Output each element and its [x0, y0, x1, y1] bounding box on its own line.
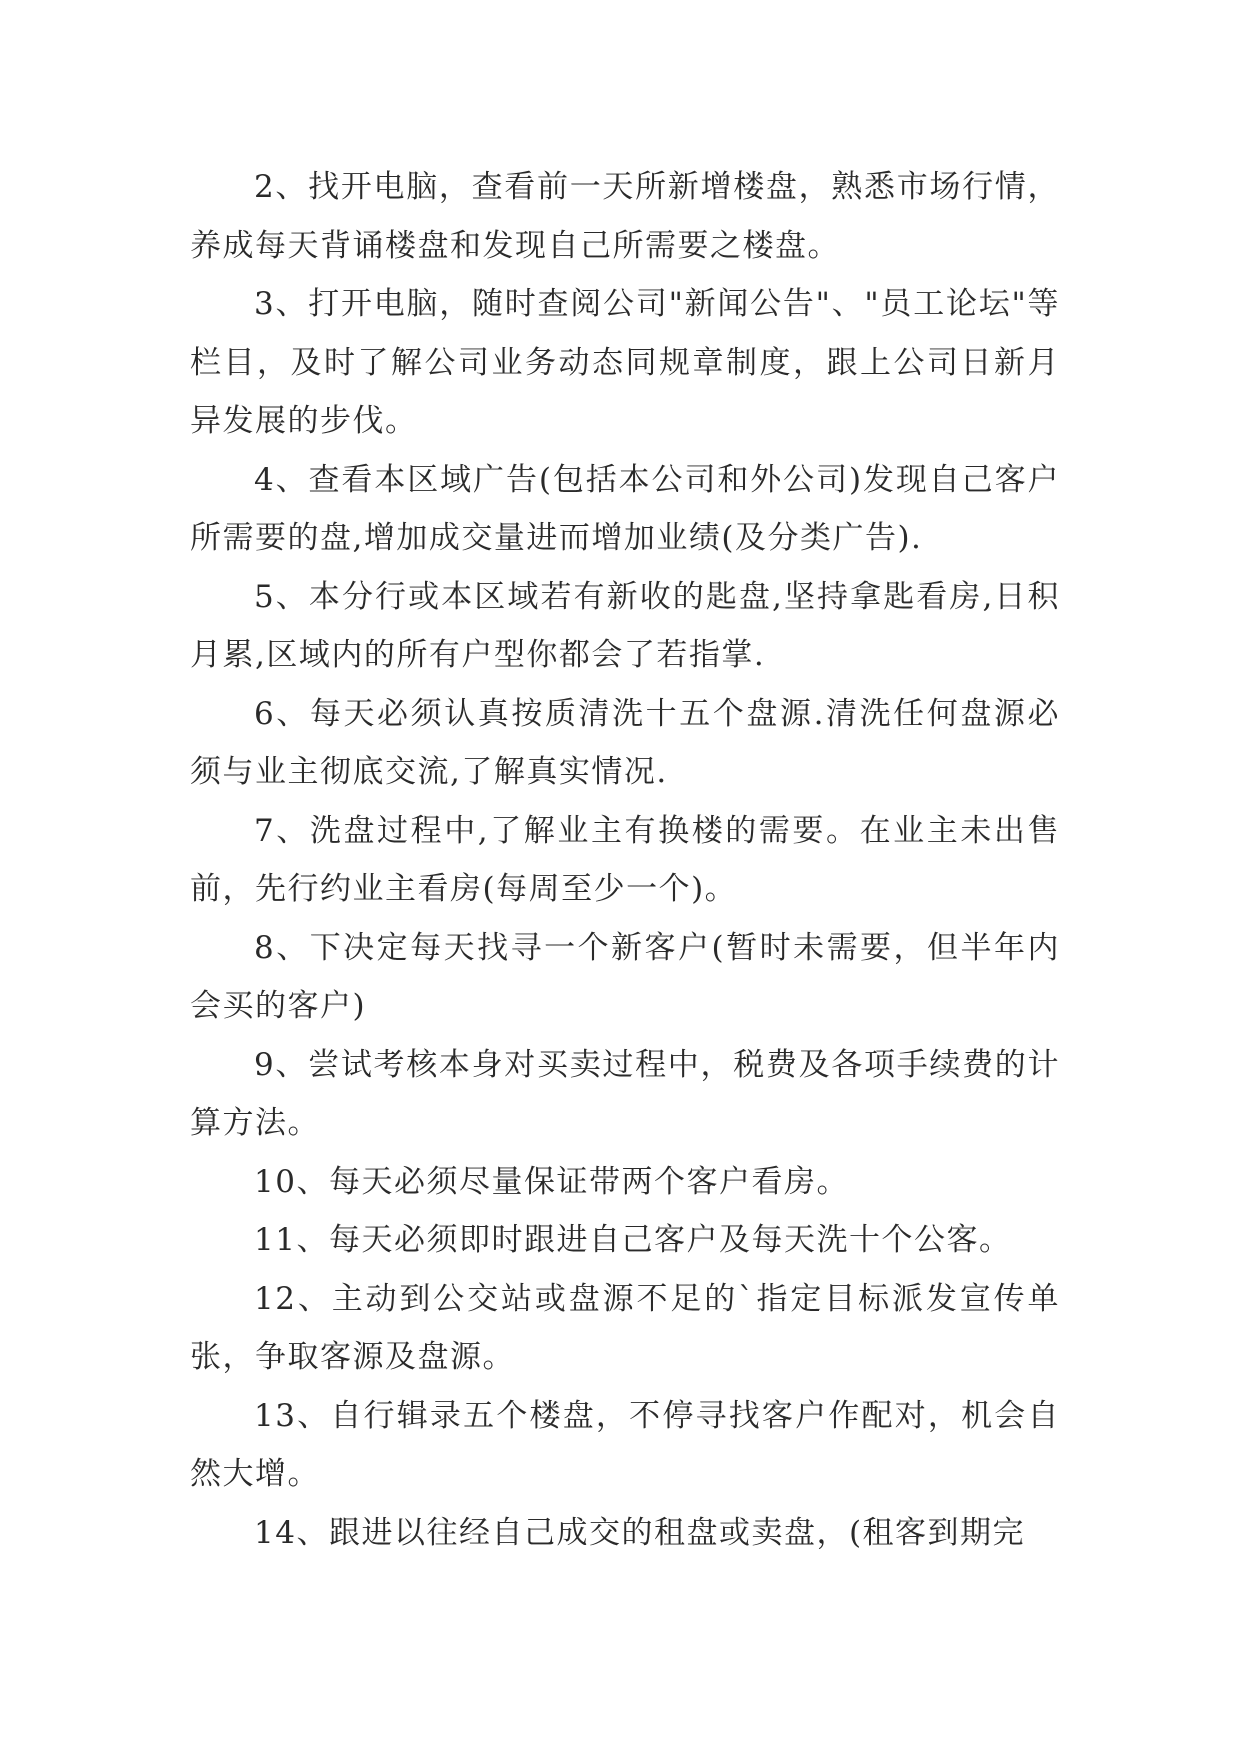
paragraph-item-11: 11、每天必须即时跟进自己客户及每天洗十个公客。 — [254, 1222, 1012, 1258]
paragraph-item-5: 5、本分行或本区域若有新收的匙盘,坚持拿匙看房,日积月累,区域内的所有户型你都会了若指掌. — [190, 578, 1060, 673]
paragraph-item-3: 3、打开电脑，随时查阅公司"新闻公告"、"员工论坛"等栏目，及时了解公司业务动态同规章制度，跟上公司日新月异发展的步伐。 — [190, 286, 1060, 439]
paragraph-item-10: 10、每天必须尽量保证带两个客户看房。 — [254, 1163, 849, 1200]
paragraph-item-12: 12、主动到公交站或盘源不足的`指定目标派发宣传单张，争取客源及盘源。 — [190, 1280, 1060, 1375]
paragraph-item-2: 2、找开电脑，查看前一天所新增楼盘，熟悉市场行情，养成每天背诵楼盘和发现自己所需要之楼盘。 — [190, 169, 1060, 264]
paragraph-item-13: 13、自行辑录五个楼盘，不停寻找客户作配对，机会自然大增。 — [190, 1397, 1060, 1492]
paragraph-item-6: 6、每天必须认真按质清洗十五个盘源.清洗任何盘源必须与业主彻底交流,了解真实情况. — [190, 695, 1060, 790]
paragraph-item-7: 7、洗盘过程中,了解业主有换楼的需要。在业主未出售前，先行约业主看房(每周至少一个)。 — [190, 812, 1060, 907]
paragraph-item-14: 14、跟进以往经自己成交的租盘或卖盘，(租客到期完 — [254, 1514, 1026, 1551]
paragraph-item-4: 4、查看本区域广告(包括本公司和外公司)发现自己客户所需要的盘,增加成交量进而增加业绩(及分类广告). — [190, 461, 1060, 556]
paragraph-item-9: 9、尝试考核本身对买卖过程中，税费及各项手续费的计算方法。 — [190, 1046, 1060, 1141]
document-body — [190, 158, 1060, 1562]
paragraph-item-8: 8、下决定每天找寻一个新客户(暂时未需要，但半年内会买的客户) — [190, 929, 1060, 1024]
